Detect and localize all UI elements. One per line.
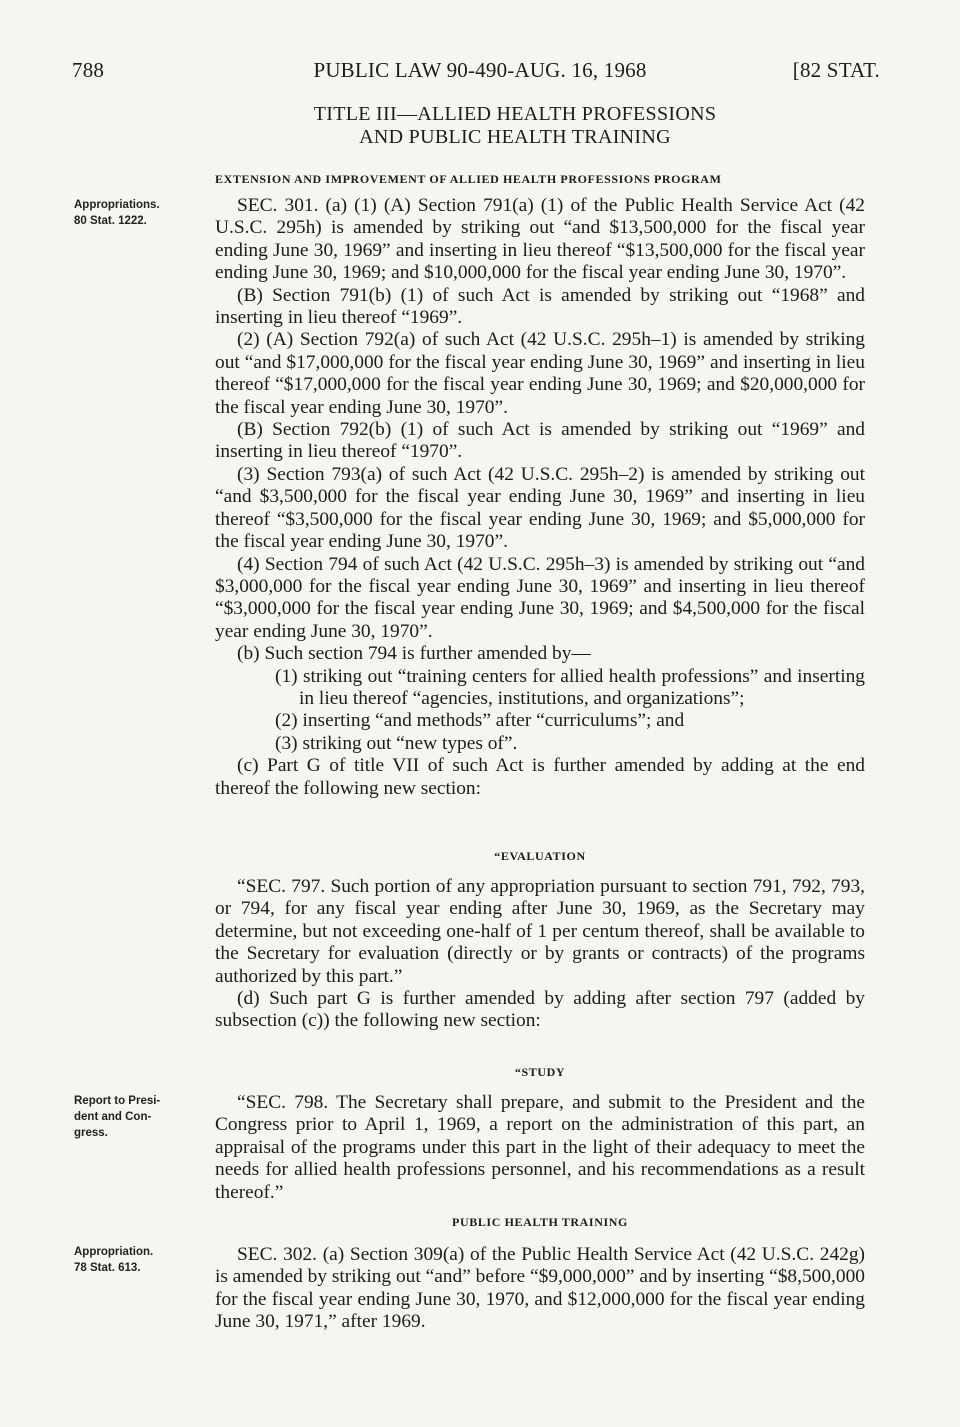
section-heading-extension: EXTENSION AND IMPROVEMENT OF ALLIED HEALTH PROFESSIONS PROGRAM [215,172,722,186]
list-item: (3) striking out “new types of”. [275,732,518,754]
paragraph: (4) Section 794 of such Act (42 U.S.C. 295h–3) is amended by striking out “and $3,000,000 for the fiscal year ending June 30, 1969” and inserting in lieu thereof “$3,000,000 for the fiscal year ending June 30, 1969; and $4,500,000 for the fiscal year ending June 30, 1970”. [215,553,865,642]
section-798-body [215,1092,865,1204]
title-line-2: AND PUBLIC HEALTH TRAINING [359,126,671,148]
title-heading [0,103,960,149]
paragraph: (B) Section 791(b) (1) of such Act is amended by striking out “1968” and inserting in lieu thereof “1969”. [215,284,865,329]
paragraph: SEC. 301. (a) (1) (A) Section 791(a) (1) of the Public Health Service Act (42 U.S.C. 295h) is amended by striking out “and $13,500,000 for the fiscal year ending June 30, 1969” and inserting in lieu thereof “$13,500,000 for the fiscal year ending June 30, 1969; and $10,000,000 for the fiscal year ending June 30, 1970”. [215,195,865,284]
paragraph: (b) Such section 794 is further amended by— [237,643,591,665]
paragraph: (2) (A) Section 792(a) of such Act (42 U.S.C. 295h–1) is amended by striking out “and $17,000,000 for the fiscal year ending June 30, 1969” and inserting in lieu thereof “$17,000,000 for the fiscal year ending June 30, 1969; and $20,000,000 for the fiscal year ending June 30, 1970”. [215,329,865,418]
margin-note-appropriations: Appropriations. 80 Stat. 1222. [74,199,160,227]
paragraph: SEC. 302. (a) Section 309(a) of the Public Health Service Act (42 U.S.C. 242g) is amended by striking out “and” before “$9,000,000” and by inserting “$8,500,000 for the fiscal year ending June 30, 1970, and $12,000,000 for the fiscal year ending June 30, 1971,” after 1969. [215,1244,865,1333]
paragraph: (3) Section 793(a) of such Act (42 U.S.C. 295h–2) is amended by striking out “and $3,500,000 for the fiscal year ending June 30, 1969” and inserting in lieu thereof “$3,500,000 for the fiscal year ending June 30, 1969; and $5,000,000 for the fiscal year ending June 30, 1970”. [215,463,865,553]
section-302-body [215,1244,865,1334]
running-title: PUBLIC LAW 90-490-AUG. 16, 1968 [313,58,647,82]
statute-reference: [82 STAT. [792,58,880,82]
study-heading: “STUDY [514,1065,566,1079]
page-number: 788 [72,58,105,82]
margin-note-report: Report to Presi- dent and Con- gress. [74,1095,161,1139]
paragraph: (c) Part G of title VII of such Act is further amended by adding at the end thereof the following new section: [215,755,865,799]
paragraph: “SEC. 797. Such portion of any appropriation pursuant to section 791, 792, 793, or 794, for any fiscal year ending after June 30, 1969, as the Secretary may determine, but not exceeding one-half of 1 per centum thereof, shall be available to the Secretary for evaluation (directly or by grants or contracts) of the programs authorized by this part.” [215,876,865,987]
title-line-1: TITLE III—ALLIED HEALTH PROFESSIONS [313,103,717,125]
paragraph: “SEC. 798. The Secretary shall prepare, and submit to the President and the Congress prior to April 1, 1969, a report on the administration of this part, an appraisal of the programs under this part in the light of their adequacy to meet the needs for allied health professions personnel, and his recommendations as a result thereof.” [215,1092,865,1203]
evaluation-heading: “EVALUATION [494,849,586,863]
section-797-body [215,876,865,1033]
list-item: (2) inserting “and methods” after “curriculums”; and [275,710,685,732]
margin-note-appropriation: Appropriation. 78 Stat. 613. [74,1246,154,1274]
section-301-body [215,195,865,800]
paragraph: (d) Such part G is further amended by adding after section 797 (added by subsection (c)) the following new section: [215,988,865,1032]
paragraph: (B) Section 792(b) (1) of such Act is amended by striking out “1969” and inserting in lieu thereof “1970”. [215,419,865,463]
section-heading-public-health-training: PUBLIC HEALTH TRAINING [452,1215,628,1229]
list-item: (1) striking out “training centers for allied health professions” and inserting in lieu thereof “agencies, institutions, and organizations”; [275,665,865,709]
